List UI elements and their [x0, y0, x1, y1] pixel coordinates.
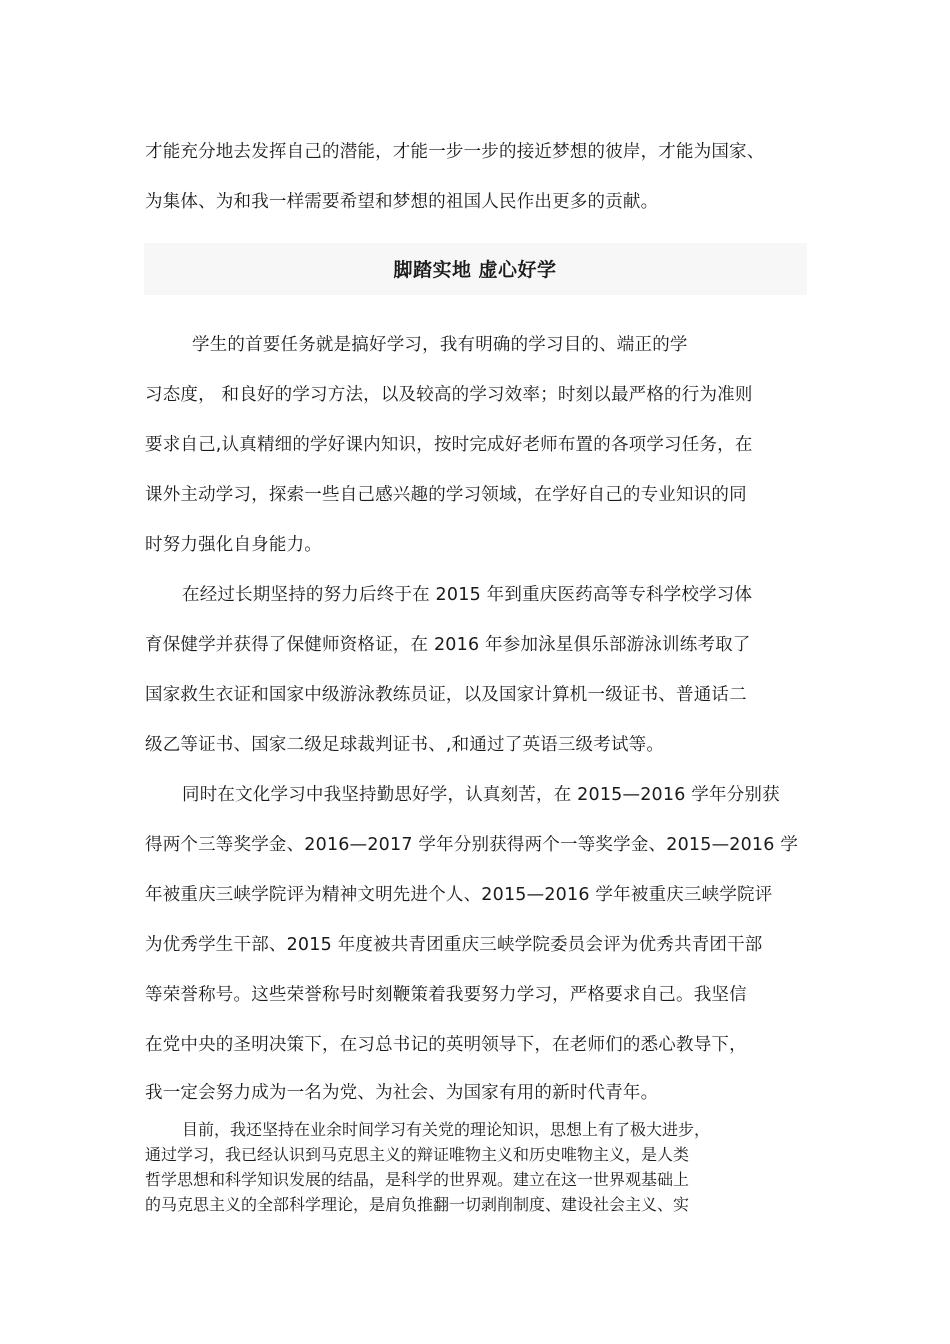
- para4-line-4: 的马克思主义的全部科学理论，是肩负推翻一切剥削制度、建设社会主义、实: [145, 1195, 690, 1214]
- para2-line-2: 育保健学并获得了保健师资格证，在 2016 年参加泳星俱乐部游泳训练考取了: [145, 635, 751, 655]
- para3-line-6: 在党中央的圣明决策下，在习总书记的英明领导下，在老师们的悉心教导下，: [145, 1035, 747, 1055]
- para3-line-1: 同时在文化学习中我坚持勤思好学，认真刻苦，在 2015—2016 学年分别获: [182, 785, 780, 805]
- para4-line-2: 通过学习，我已经认识到马克思主义的辩证唯物主义和历史唯物主义，是人类: [145, 1145, 690, 1164]
- para4-line-1: 目前，我还坚持在业余时间学习有关党的理论知识，思想上有了极大进步，: [182, 1120, 711, 1139]
- para3-line-2: 得两个三等奖学金、2016—2017 学年分别获得两个一等奖学金、2015—2016 学: [145, 835, 799, 855]
- section-heading: 脚踏实地 虚心好学: [393, 259, 557, 281]
- para3-line-3: 年被重庆三峡学院评为精神文明先进个人、2015—2016 学年被重庆三峡学院评: [145, 885, 773, 905]
- para1-line-1: 学生的首要任务就是搞好学习，我有明确的学习目的、端正的学: [192, 335, 688, 355]
- para2-line-4: 级乙等证书、国家二级足球裁判证书、,和通过了英语三级考试等。: [145, 735, 665, 755]
- para1-line-3: 要求自己,认真精细的学好课内知识，按时完成好老师布置的各项学习任务，在: [145, 435, 753, 455]
- para3-line-5: 等荣誉称号。这些荣誉称号时刻鞭策着我要努力学习，严格要求自己。我坚信: [145, 985, 747, 1005]
- para2-line-1: 在经过长期坚持的努力后终于在 2015 年到重庆医药高等专科学校学习体: [182, 585, 753, 605]
- para1-line-5: 时努力强化自身能力。: [145, 535, 322, 555]
- para4-line-3: 哲学思想和科学知识发展的结晶，是科学的世界观。建立在这一世界观基础上: [145, 1170, 690, 1189]
- intro-line-2: 为集体、为和我一样需要希望和梦想的祖国人民作出更多的贡献。: [145, 192, 659, 212]
- para1-line-4: 课外主动学习，探索一些自己感兴趣的学习领域，在学好自己的专业知识的同: [145, 485, 747, 505]
- para3-line-7: 我一定会努力成为一名为党、为社会、为国家有用的新时代青年。: [145, 1083, 659, 1103]
- para2-line-3: 国家救生衣证和国家中级游泳教练员证，以及国家计算机一级证书、普通话二: [145, 685, 747, 705]
- para3-line-4: 为优秀学生干部、2015 年度被共青团重庆三峡学院委员会评为优秀共青团干部: [145, 935, 763, 955]
- intro-line-1: 才能充分地去发挥自己的潜能，才能一步一步的接近梦想的彼岸，才能为国家、: [145, 142, 765, 162]
- para1-line-2: 习态度， 和良好的学习方法，以及较高的学习效率；时刻以最严格的行为准则: [145, 385, 753, 405]
